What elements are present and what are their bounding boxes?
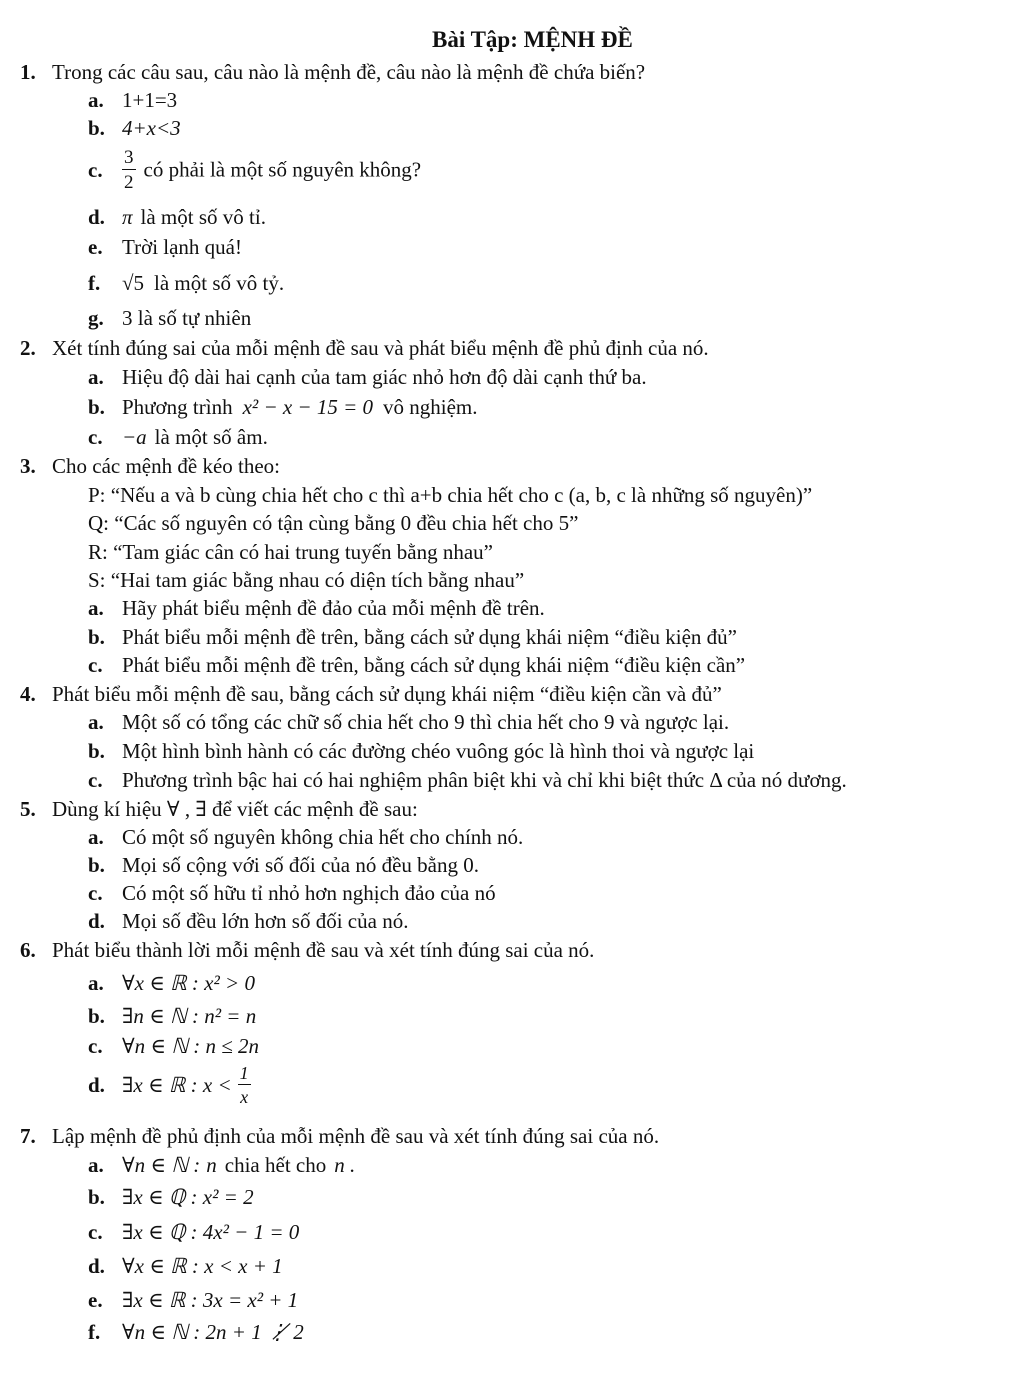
question-number: 5.	[20, 797, 36, 821]
q6-item-d	[88, 1064, 259, 1106]
statement-p: P: “Nếu a và b cùng chia hết cho c thì a+b chia hết cho c (a, b, c là những số nguyên)”	[88, 483, 813, 507]
question-text: Phát biểu thành lời mỗi mệnh đề sau và xét tính đúng sai của nó.	[52, 938, 595, 962]
math-expression: ∀x ∈ ℝ : x² > 0	[122, 971, 255, 995]
equation: x² − x − 15 = 0	[242, 395, 374, 419]
item-label: a.	[88, 710, 104, 734]
math-expression: ∀n ∈ ℕ :	[122, 1153, 201, 1177]
q1-item-b	[88, 118, 181, 139]
pi-symbol: π	[122, 205, 133, 229]
math-expression: ∃x ∈ ℚ : 4x² − 1 = 0	[122, 1220, 300, 1244]
item-text: là một số vô tỉ.	[140, 205, 266, 229]
question-text: Trong các câu sau, câu nào là mệnh đề, câu nào là mệnh đề chứa biến?	[52, 60, 646, 84]
item-label: c.	[88, 1220, 103, 1244]
item-label: c.	[88, 157, 103, 182]
math-expression: ∃n ∈ ℕ : n² = n	[122, 1004, 257, 1028]
fraction-numerator: 1	[239, 1063, 249, 1083]
item-label: e.	[88, 235, 103, 259]
math-expression: ∃x ∈ ℚ : x² = 2	[122, 1185, 254, 1209]
item-label: a.	[88, 365, 104, 389]
question-2	[20, 338, 709, 359]
item-text: Trời lạnh quá!	[122, 235, 242, 259]
q5-item-b	[88, 855, 479, 876]
item-text: 3 là số tự nhiên	[122, 306, 252, 330]
q3-item-c	[88, 655, 745, 676]
item-text: Phát biểu mỗi mệnh đề trên, bằng cách sử dụng khái niệm “điều kiện đủ”	[122, 625, 737, 649]
page-title: Bài Tập: MỆNH ĐỀ	[432, 27, 633, 52]
fraction	[122, 148, 136, 192]
item-math: 1+1=3	[122, 88, 178, 112]
q1-item-d	[88, 207, 266, 228]
fraction-numerator: 3	[124, 147, 134, 168]
question-number: 3.	[20, 454, 36, 478]
q1-item-g	[88, 308, 251, 329]
sqrt5-symbol: √5	[122, 271, 145, 295]
item-text: Hãy phát biểu mệnh đề đảo của mỗi mệnh đề trên.	[122, 596, 545, 620]
q2-item-b	[88, 397, 478, 418]
math-expression: ∀n ∈ ℕ : n ≤ 2n	[122, 1034, 260, 1058]
item-label: d.	[88, 909, 105, 933]
question-number: 7.	[20, 1124, 36, 1148]
question-number: 4.	[20, 682, 36, 706]
question-number: 2.	[20, 336, 36, 360]
item-label: b.	[88, 1004, 105, 1028]
q5-item-a	[88, 827, 523, 848]
q1-item-c	[88, 148, 421, 192]
question-text: Xét tính đúng sai của mỗi mệnh đề sau và phát biểu mệnh đề phủ định của nó.	[52, 336, 709, 360]
item-text: Phát biểu mỗi mệnh đề trên, bằng cách sử dụng khái niệm “điều kiện cần”	[122, 653, 746, 677]
item-label: c.	[88, 1034, 103, 1058]
item-label: e.	[88, 1288, 103, 1312]
math-expression: −a	[122, 425, 147, 449]
q7-item-c	[88, 1222, 299, 1243]
item-text: Có một số nguyên không chia hết cho chính nó.	[122, 825, 524, 849]
item-label: c.	[88, 425, 103, 449]
question-text: Dùng kí hiệu ∀ , ∃ để viết các mệnh đề sau:	[52, 797, 418, 821]
item-label: c.	[88, 768, 103, 792]
item-text: là một số âm.	[154, 425, 268, 449]
q1-item-a	[88, 90, 177, 111]
math-expression: ∀x ∈ ℝ : x < x + 1	[122, 1254, 283, 1278]
item-text: Phương trình bậc hai có hai nghiệm phân biệt khi và chỉ khi biệt thức Δ của nó dương.	[122, 768, 847, 792]
item-label: a.	[88, 1153, 104, 1177]
item-math: 4+x<3	[122, 116, 181, 140]
q4-item-b	[88, 741, 754, 762]
question-text: Phát biểu mỗi mệnh đề sau, bằng cách sử dụng khái niệm “điều kiện cần và đủ”	[52, 682, 722, 706]
q1-item-f	[88, 273, 284, 294]
q3-item-a	[88, 598, 545, 619]
question-7	[20, 1126, 659, 1147]
item-text: Hiệu độ dài hai cạnh của tam giác nhỏ hơn độ dài cạnh thứ ba.	[122, 365, 647, 389]
q2-item-c	[88, 427, 268, 448]
item-label: b.	[88, 625, 105, 649]
item-label: b.	[88, 853, 105, 877]
item-label: b.	[88, 395, 105, 419]
q6-item-a	[88, 973, 255, 994]
item-label: f.	[88, 1320, 101, 1344]
question-number: 6.	[20, 938, 36, 962]
item-text: có phải là một số nguyên không?	[143, 157, 422, 182]
q4-item-a	[88, 712, 729, 733]
item-text: Phương trình	[122, 395, 233, 419]
math-variable: n .	[334, 1153, 356, 1177]
q4-item-c	[88, 770, 847, 791]
item-label: a.	[88, 596, 104, 620]
math-variable: n	[206, 1153, 217, 1177]
q5-item-c	[88, 883, 496, 904]
question-text: Lập mệnh đề phủ định của mỗi mệnh đề sau và xét tính đúng sai của nó.	[52, 1124, 660, 1148]
q6-item-b	[88, 1006, 256, 1027]
question-1	[20, 62, 645, 83]
item-text: Một hình bình hành có các đường chéo vuông góc là hình thoi và ngược lại	[122, 739, 755, 763]
q2-item-a	[88, 367, 647, 388]
item-text: chia hết cho	[224, 1153, 327, 1177]
item-label: f.	[88, 271, 101, 295]
item-label: b.	[88, 1185, 105, 1209]
statement-s: S: “Hai tam giác bằng nhau có diện tích bằng nhau”	[88, 568, 525, 592]
item-label: a.	[88, 971, 104, 995]
item-text: Mọi số đều lớn hơn số đối của nó.	[122, 909, 409, 933]
statement-r: R: “Tam giác cân có hai trung tuyến bằng nhau”	[88, 540, 493, 564]
item-text: Có một số hữu tỉ nhỏ hơn nghịch đảo của nó	[122, 881, 496, 905]
item-label: g.	[88, 306, 104, 330]
item-label: b.	[88, 116, 105, 140]
math-expression: ∀n ∈ ℕ : 2n + 1 ⋮̸ 2	[122, 1320, 304, 1344]
item-label: d.	[88, 1072, 105, 1097]
question-6	[20, 940, 594, 961]
question-number: 1.	[20, 60, 36, 84]
q6-item-c	[88, 1036, 259, 1057]
q7-item-f	[88, 1322, 304, 1343]
item-label: b.	[88, 739, 105, 763]
item-text: Mọi số cộng với số đối của nó đều bằng 0.	[122, 853, 479, 877]
math-expression: ∃x ∈ ℝ : 3x = x² + 1	[122, 1288, 299, 1312]
item-text: là một số vô tỷ.	[154, 271, 285, 295]
item-label: c.	[88, 881, 103, 905]
question-4	[20, 684, 722, 705]
item-label: c.	[88, 653, 103, 677]
item-label: a.	[88, 88, 104, 112]
q7-item-b	[88, 1187, 254, 1208]
item-text: vô nghiệm.	[383, 395, 478, 419]
statement-q: Q: “Các số nguyên có tận cùng bằng 0 đều chia hết cho 5”	[88, 511, 579, 535]
item-label: d.	[88, 205, 105, 229]
fraction-denominator: 2	[124, 172, 134, 193]
q7-item-a	[88, 1155, 355, 1176]
item-label: d.	[88, 1254, 105, 1278]
fraction	[238, 1064, 251, 1106]
question-text: Cho các mệnh đề kéo theo:	[52, 454, 281, 478]
q7-item-d	[88, 1256, 283, 1277]
math-expression: ∃x ∈ ℝ : x <	[122, 1072, 232, 1097]
item-label: a.	[88, 825, 104, 849]
q3-item-b	[88, 627, 737, 648]
item-text: Một số có tổng các chữ số chia hết cho 9 thì chia hết cho 9 và ngược lại.	[122, 710, 730, 734]
question-3	[20, 456, 280, 477]
question-5	[20, 799, 418, 820]
q1-item-e	[88, 237, 242, 258]
q7-item-e	[88, 1290, 298, 1311]
q5-item-d	[88, 911, 408, 932]
fraction-denominator: x	[240, 1087, 249, 1107]
